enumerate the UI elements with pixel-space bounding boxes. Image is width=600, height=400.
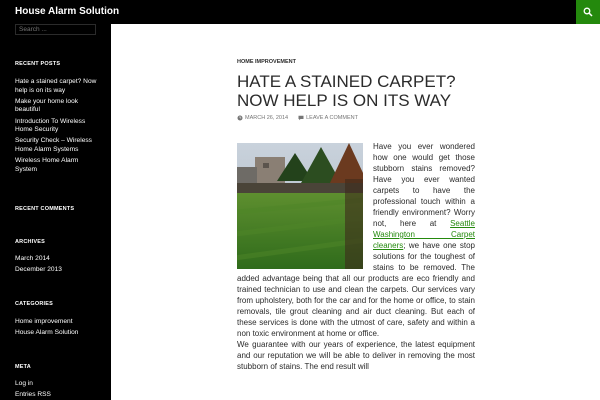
archive-link[interactable]: December 2013 bbox=[15, 266, 62, 274]
recent-post-link[interactable]: Hate a stained carpet? Now help is on its way bbox=[15, 78, 97, 94]
carpet-cleaners-link[interactable]: Seattle Washington Carpet cleaners bbox=[373, 219, 475, 250]
recent-post-link[interactable]: Security Check – Wireless Home Alarm Systems bbox=[15, 137, 92, 153]
search-toggle-button[interactable] bbox=[576, 0, 600, 24]
archives-list bbox=[15, 255, 100, 277]
sidebar bbox=[0, 24, 111, 400]
category-link[interactable]: House Alarm Solution bbox=[15, 329, 79, 337]
search-input[interactable] bbox=[15, 24, 96, 35]
main-content bbox=[111, 24, 600, 400]
recent-comments-title: RECENT COMMENTS bbox=[15, 206, 75, 212]
meta-title: META bbox=[15, 364, 31, 370]
post-date-link[interactable]: MARCH 26, 2014 bbox=[245, 115, 289, 121]
archives-title: ARCHIVES bbox=[15, 239, 46, 245]
masthead bbox=[0, 0, 600, 24]
post-paragraph-1: Have you ever wondered how one would get those stubborn stains removed? Have you ever wanted carpets to have the professional touch within a friendly environment? Worry not, here at Seattle Washington Carpet cleaners; we have one stop solutions for the toughest of stains to be removed. The added advantage being that all our products are eco friendly and trained technician to use and clean the carpets. Our services vary from upholstery, both for the car and for the home or office, to stain removals, tile grout cleaning and air duct cleaning. But each of these services is done with the utmost of care, safety and within a non toxic environment at home or office. We guarantee with our years of experience, the latest equipment and our reputation we will be able to deliver in removing the most stubborn of stains. The end result will bbox=[237, 141, 475, 372]
site-title[interactable]: House Alarm Solution bbox=[15, 6, 120, 17]
archive-link[interactable]: March 2014 bbox=[15, 255, 50, 262]
categories-title: CATEGORIES bbox=[15, 301, 53, 307]
recent-post-link[interactable]: Wireless Home Alarm System bbox=[15, 157, 79, 173]
meta-link[interactable]: Log in bbox=[15, 380, 33, 387]
post-image bbox=[237, 143, 363, 269]
recent-posts-title: RECENT POSTS bbox=[15, 61, 61, 67]
categories-list bbox=[15, 318, 100, 340]
comment-icon bbox=[298, 115, 304, 121]
post-title[interactable]: HATE A STAINED CARPET? NOW HELP IS ON ITS WAY bbox=[237, 72, 456, 110]
category-link[interactable]: Home improvement bbox=[15, 318, 73, 325]
meta-link[interactable]: Entries RSS bbox=[15, 391, 51, 399]
recent-posts-list bbox=[15, 78, 100, 177]
leave-comment-link[interactable]: LEAVE A COMMENT bbox=[306, 115, 358, 121]
meta-list bbox=[15, 380, 100, 400]
recent-post-link[interactable]: Introduction To Wireless Home Security bbox=[15, 117, 86, 134]
clock-icon bbox=[237, 115, 243, 121]
post-paragraph-2: We guarantee with our years of experience, the latest equipment and our reputation we will be able to deliver in removing the most stubborn of stains. The end result will bbox=[237, 340, 475, 371]
search-icon bbox=[583, 7, 593, 17]
recent-post-link[interactable]: Make your home look beautiful bbox=[15, 97, 79, 114]
post-category-link[interactable]: HOME IMPROVEMENT bbox=[237, 59, 296, 65]
post-meta bbox=[237, 115, 358, 121]
